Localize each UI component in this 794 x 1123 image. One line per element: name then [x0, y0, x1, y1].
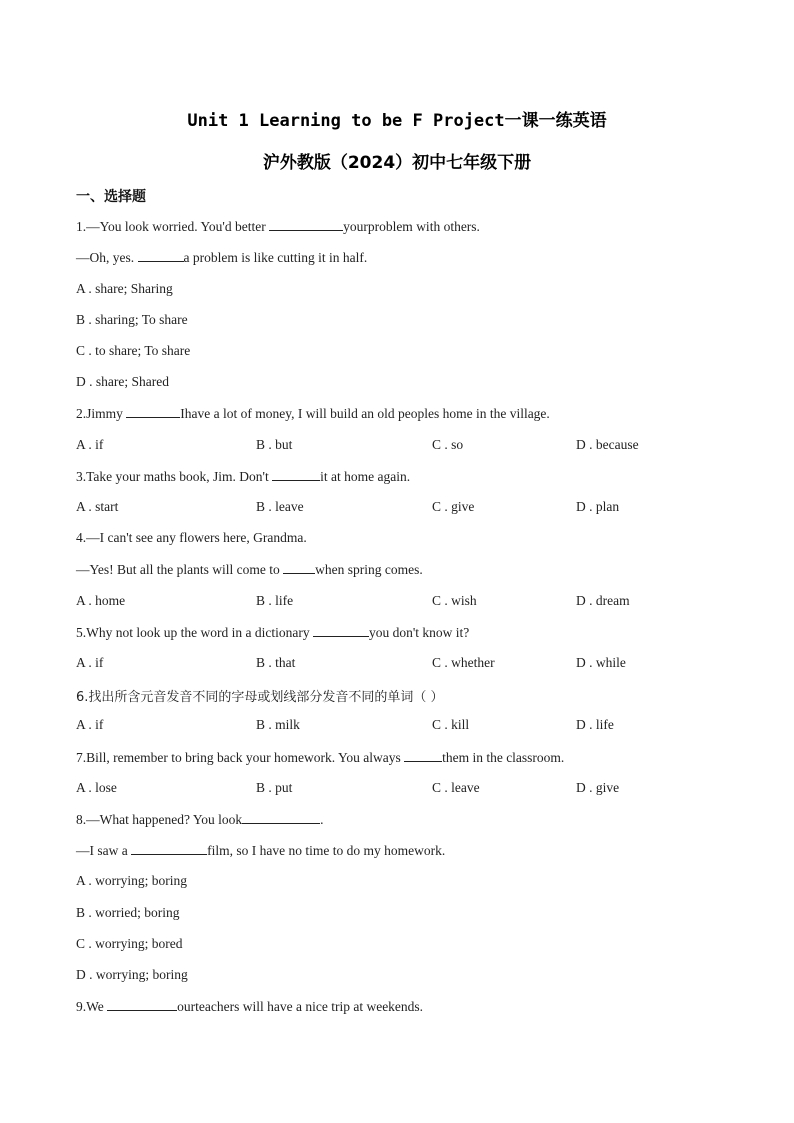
question-7-option-d: D . give	[576, 780, 620, 795]
question-2-option-b: B . but	[256, 437, 293, 452]
question-5: 5.Why not look up the word in a dictionary you don't know it?	[76, 625, 470, 640]
question-7-option-a: A . lose	[76, 780, 117, 795]
question-7-option-b: B . put	[256, 780, 293, 795]
question-4-option-c: C . wish	[432, 593, 477, 608]
question-4-option-b: B . life	[256, 593, 294, 608]
answer-blank	[107, 998, 177, 1011]
answer-blank	[269, 218, 343, 231]
question-5-option-b: B . that	[256, 655, 296, 670]
question-9: 9.We ourteachers will have a nice trip at weekends.	[76, 999, 424, 1014]
answer-blank	[242, 811, 320, 824]
answer-blank	[138, 249, 184, 262]
question-4-line-1: 4.—I can't see any flowers here, Grandma.	[76, 530, 307, 545]
question-4-option-d: D . dream	[576, 593, 630, 608]
question-2-option-c: C . so	[432, 437, 464, 452]
question-6-option-c: C . kill	[432, 717, 470, 732]
question-1-option-a: A . share; Sharing	[76, 281, 173, 296]
question-1-option-c: C . to share; To share	[76, 343, 191, 358]
question-6-option-d: D . life	[576, 717, 614, 732]
question-6-option-b: B . milk	[256, 717, 300, 732]
question-3-option-c: C . give	[432, 499, 475, 514]
document-title: Unit 1 Learning to be F Project一课一练英语	[187, 111, 607, 131]
question-3-option-d: D . plan	[576, 499, 620, 514]
question-6-option-a: A . if	[76, 717, 104, 732]
question-2-option-a: A . if	[76, 437, 104, 452]
answer-blank	[126, 405, 180, 418]
question-8-line-2: —I saw a film, so I have no time to do my homework.	[76, 843, 446, 858]
question-3-option-a: A . start	[76, 499, 119, 514]
question-8-option-d: D . worrying; boring	[76, 967, 188, 982]
question-2: 2.Jimmy Ihave a lot of money, I will build an old peoples home in the village.	[76, 406, 550, 421]
question-8-option-b: B . worried; boring	[76, 905, 180, 920]
question-4-line-2: —Yes! But all the plants will come to when spring comes.	[76, 562, 423, 577]
question-4-option-a: A . home	[76, 593, 126, 608]
answer-blank	[404, 749, 442, 762]
question-8-line-1: 8.—What happened? You look .	[76, 812, 324, 827]
question-2-option-d: D . because	[576, 437, 639, 452]
question-1-line-2: —Oh, yes. a problem is like cutting it in half.	[76, 250, 368, 265]
document-subtitle: 沪外教版（2024）初中七年级下册	[262, 153, 532, 173]
question-8-option-c: C . worrying; bored	[76, 936, 183, 951]
question-8-option-a: A . worrying; boring	[76, 873, 187, 888]
answer-blank	[272, 468, 320, 481]
question-7: 7.Bill, remember to bring back your homework. You always them in the classroom.	[76, 750, 565, 765]
answer-blank	[283, 561, 315, 574]
question-7-option-c: C . leave	[432, 780, 480, 795]
question-5-option-c: C . whether	[432, 655, 495, 670]
question-6: 6.找出所含元音发音不同的字母或划线部分发音不同的单词（ ）	[76, 690, 444, 705]
question-1-option-d: D . share; Shared	[76, 374, 169, 389]
question-1-line-1: 1.—You look worried. You'd better yourproblem with others.	[76, 219, 480, 234]
question-3-option-b: B . leave	[256, 499, 304, 514]
question-5-option-d: D . while	[576, 655, 626, 670]
section-heading: 一、选择题	[76, 189, 146, 205]
question-3: 3.Take your maths book, Jim. Don't it at home again.	[76, 469, 411, 484]
question-5-option-a: A . if	[76, 655, 104, 670]
answer-blank	[131, 842, 207, 855]
question-1-option-b: B . sharing; To share	[76, 312, 188, 327]
answer-blank	[313, 624, 369, 637]
